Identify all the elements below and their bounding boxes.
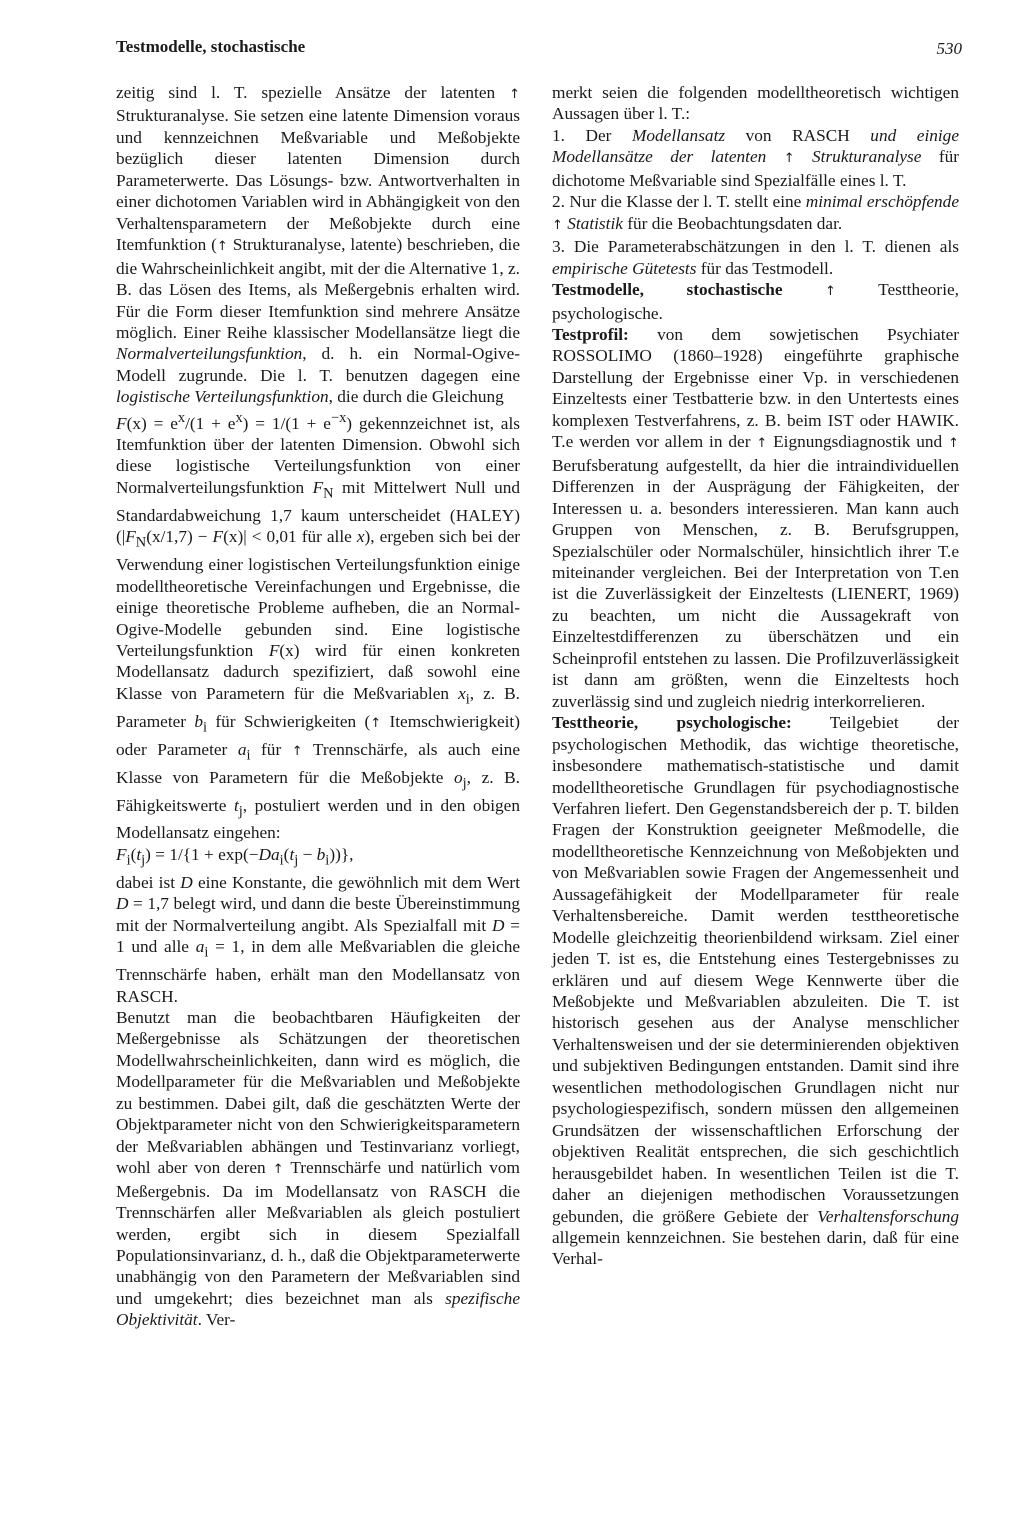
text-run: Normalverteilungsfunktion xyxy=(116,344,303,364)
text-run: −x xyxy=(330,409,347,426)
text-run: j xyxy=(294,852,299,869)
paragraph-latent-models xyxy=(116,82,520,408)
page-header xyxy=(116,37,962,61)
text-run: = 1, in dem alle Meßvariablen die gleiche Trennschärfe haben, erhält man den Modellansatz von RASCH. xyxy=(116,937,521,1006)
text-run: Itemschwierigkeit) oder Parameter xyxy=(116,711,520,759)
text-run: Trennschärfe und natürlich vom Meßergebnis. Da im Modellansatz von RASCH die Trennschärfen aller Meßvariablen als gleich postuliert werden, ergibt sich in diesem Spezialfall Populationsinvarianz, d. h., daß die Objektparameterwerte unabhängig von den Parametern der Meßvariablen sind und umgekehrt; dies bezeichnet man als xyxy=(116,1158,520,1308)
text-run: b xyxy=(316,844,326,864)
text-run: merkt seien die folgenden modelltheoretisch wichtigen Aussagen über l. T.: xyxy=(552,83,959,124)
text-run: (x/1,7) − xyxy=(146,527,213,547)
text-run: j xyxy=(462,775,467,792)
text-run: F xyxy=(125,527,136,547)
text-run: allgemein kennzeichnen. Sie bestehen darin, daß für eine Verhal- xyxy=(552,1228,959,1269)
text-run: Berufsberatung aufgestellt, da hier die intraindividuellen Differenzen in der Ausprägung der Fähigkeiten, der Interessen u. a. besonders interessieren. Man kann auch Gruppen von Menschen, z. B. Berufsgruppen, Spezialschüler oder Normalschüler, hinsichtlich ihrer T.e miteinander vergleichen. Bei der Interpretation von T.en ist die Zuverlässigkeit der Einzeltests (LIENERT, 1969) zu beachten, um nicht die Aussagekraft von Einzeltestdifferenzen zu überschätzen und ein Scheinprofil entstehen zu lassen. Die Profilzuverlässigkeit ist dann am größten, wenn die Einzeltests hoch zuverlässig sind und zugleich niedrig interkorrelieren. xyxy=(552,455,959,711)
text-run: mit Mittelwert Null und Standardabweichung 1,7 kaum unterscheidet (HALEY) (| xyxy=(116,477,520,547)
up-arrow-icon: ↑ xyxy=(783,151,795,167)
text-run: für das Testmodell. xyxy=(696,258,834,278)
text-run: Testmodelle, stochastische xyxy=(552,280,783,300)
text-run: 2. Nur die Klasse der l. T. stellt eine xyxy=(552,192,806,212)
text-run: ) gekennzeichnet ist, als Itemfunktion über der latenten Dimension. Obwohl sich diese logistische Verteilungsfunktion von einer Normalverteilungsfunktion xyxy=(116,413,520,497)
text-run: Eignungsdiagnostik und xyxy=(767,432,949,452)
text-run: , z. B. Fähigkeitswerte xyxy=(116,767,520,815)
text-run: , d. h. ein Normal-Ogive-Modell zugrunde. Die l. T. benutzen dagegen eine xyxy=(116,344,520,385)
text-run: F xyxy=(212,527,224,547)
text-run: Strukturanalyse. Sie setzen eine latente Dimension voraus und kennzeichnen Meßvariable und Meßobjekte bezüglich dieser latenten Dimension durch Parameterwerte. Das Lösungs- bzw. Antwortverhalten in einer dichotomen Variablen wird in Abhängigkeit von den Verhaltensparametern der Meßobjekte durch eine Itemfunktion ( xyxy=(116,106,520,255)
text-run: b xyxy=(194,711,204,731)
text-run: ( xyxy=(130,844,137,864)
text-run: , z. B. Parameter xyxy=(116,683,520,731)
paragraph-parameter-estimation xyxy=(116,1007,520,1331)
text-run: für dichotome Meßvariable sind Spezialfälle eines l. T. xyxy=(552,147,959,190)
text-run: N xyxy=(135,534,147,551)
text-run: t xyxy=(136,844,142,864)
text-run: t xyxy=(233,795,239,815)
text-run: Strukturanalyse, latente) beschrieben, die die Wahrscheinlichkeit angibt, mit der die Alternative 1, z. B. das Lösen des Items, als Meßergebnis erhalten wird. Für die Form dieser Itemfunktion sind mehrere Ansätze möglich. Einer Reihe klassischer Modellansätze liegt die xyxy=(116,235,520,342)
item-function-equation xyxy=(116,844,520,872)
entry-testmodelle-stochastische xyxy=(552,279,959,324)
text-run: i xyxy=(465,691,470,708)
up-arrow-icon: ↑ xyxy=(509,87,520,102)
text-run: (x)| < 0,01 für alle xyxy=(223,527,357,547)
text-run: F xyxy=(268,641,280,660)
text-run: Statistik xyxy=(567,213,623,233)
text-run: F xyxy=(116,413,127,433)
up-arrow-icon: ↑ xyxy=(756,436,768,452)
text-run: ))}, xyxy=(329,844,354,864)
text-run: j xyxy=(238,802,243,819)
statement-1 xyxy=(552,125,959,191)
text-run: Trennschärfe, als auch eine Klasse von Parametern für die Meßobjekte xyxy=(116,739,520,787)
text-run: Testtheorie, psychologische. xyxy=(552,280,959,323)
text-run: ( xyxy=(283,844,290,864)
text-run: eine Konstante, die gewöhnlich mit dem Wert xyxy=(192,872,520,892)
text-run: Benutzt man die beobachtbaren Häufigkeiten der Meßergebnisse als Schätzungen der theoretischen Modellwahrscheinlichkeiten, dann wird es möglich, die Modellparameter für die Meßvariablen und Meßobjekte zu bestimmen. Dabei gilt, daß die geschätzten Werte der Objektparameter nicht von den Schwierigkeitsparametern der Meßvariablen abhängen und Testinvarianz vorliegt, wohl aber von deren xyxy=(116,1007,520,1178)
text-run: für Schwierigkeiten ( xyxy=(207,711,371,731)
text-run: D xyxy=(180,872,193,892)
text-run xyxy=(783,280,826,299)
text-run: 3. Die Parameterabschätzungen in den l. T. dienen als xyxy=(552,237,959,257)
paragraph-rasch-special-case xyxy=(116,872,520,1007)
text-run: a xyxy=(195,937,205,957)
text-run: i xyxy=(203,719,208,736)
up-arrow-icon: ↑ xyxy=(370,715,382,731)
up-arrow-icon: ↑ xyxy=(291,743,303,759)
text-run: Testtheorie, psychologische: xyxy=(552,713,792,733)
text-run: Teilgebiet der psychologischen Methodik, das wichtige theoretische, insbesondere mathematisch-statistische und damit modelltheoretische Grundlagen für psychodiagnostische Verfahren liefert. Den Gegenstandsbereich der p. T. bilden Fragen der Konstruktion geeigneter Meßmodelle, die modelltheoretische Kennzeichnung von Meßobjekten und von Meßvariablen sowie Fragen der Angemessenheit und Aussagefähigkeit der Modellparameter für reale Verhaltensbereiche. Damit werden testtheoretische Modelle gleichzeitig theorienbildend wirksam. Ziel einer jeden T. ist es, die Entstehung eines Testergebnisses zu erklären und auf diesem Wege Kennwerte über die Meßobjekte und Meßvariablen abzuleiten. Die T. ist historisch gesehen aus der Analyse menschlicher Verhaltensweisen und der sie determinierenden objektiven und subjektiven Bedingungen entstanden. Damit sind ihre wesentlichen methodologischen Grundlagen nicht nur psychologiespezifisch, sondern müssen den allgemeinen Grundsätzen der wissenschaftlichen Erforschung der objektiven Realität entsprechen, die sich geschichtlich herausgebildet haben. In wesentlichen Teilen ist die T. daher an diejenigen methodischen Voraussetzungen gebunden, die größere Gebiete der xyxy=(552,713,959,1226)
text-column-right xyxy=(552,82,959,1270)
entry-testprofil xyxy=(552,324,959,712)
text-run: o xyxy=(454,767,463,787)
text-run: dabei ist xyxy=(116,872,181,892)
text-run: D xyxy=(116,894,129,914)
text-run: i xyxy=(279,852,284,869)
text-run xyxy=(766,147,783,166)
text-run: i xyxy=(204,944,209,961)
text-run: von dem sowjetischen Psychiater ROSSOLIMO (1860–1928) eingeführte graphische Darstellung der Ergebnisse einer Vp. in verschiedenen Einzeltests einer Testbatterie bzw. in den Untertests eines komplexen Testverfahrens, z. B. beim IST oder HAWIK. T.e werden vor allem in der xyxy=(552,324,959,452)
running-title: Testmodelle, stochastische xyxy=(116,37,306,56)
statement-2 xyxy=(552,191,959,236)
text-run: F xyxy=(116,844,127,864)
up-arrow-icon: ↑ xyxy=(825,284,836,300)
text-run: , die durch die Gleichung xyxy=(328,387,504,407)
text-run: /(1 + e xyxy=(185,413,236,433)
text-run: N xyxy=(323,485,334,502)
text-run: für die Beobachtungsdaten dar. xyxy=(622,213,843,233)
text-run: , postuliert werden und in den obigen Modellansatz eingehen: xyxy=(116,795,520,843)
text-run: x xyxy=(458,683,466,703)
text-run: F xyxy=(312,477,324,497)
text-run: i xyxy=(325,852,330,869)
text-run: x xyxy=(235,409,243,426)
text-run: = 1 und alle xyxy=(116,915,520,957)
text-run: (x) = e xyxy=(126,413,178,433)
text-run: ) = 1/{1 + exp(− xyxy=(145,844,259,864)
text-run: minimal erschöpfende xyxy=(805,192,959,212)
text-run xyxy=(795,147,812,166)
text-run: Strukturanalyse xyxy=(812,147,922,167)
up-arrow-icon: ↑ xyxy=(272,1162,284,1178)
statement-3 xyxy=(552,236,959,279)
text-run: für xyxy=(250,739,292,759)
text-run: und einige Modellansätze der latenten xyxy=(552,125,959,167)
text-run: − xyxy=(298,844,317,864)
text-run: Testprofil: xyxy=(552,324,629,344)
text-run: ), ergeben sich bei der Verwendung einer logistischen Verteilungsfunktion einige modelltheoretische Vereinfachungen und Ergebnisse, die einige theoretische Probleme aufheben, die an Normal-Ogive-Modelle gebunden sind. Eine logistische Verteilungsfunktion xyxy=(116,527,521,660)
text-run: 1. Der xyxy=(552,125,632,145)
entry-testtheorie-psychologische xyxy=(552,712,959,1270)
text-run: spezifische Objektivität xyxy=(116,1288,520,1330)
page-number: 530 xyxy=(936,39,962,58)
up-arrow-icon: ↑ xyxy=(948,436,959,452)
text-run: = 1,7 belegt wird, und dann die beste Übereinstimmung mit der Normalverteilung angibt. Als Spezialfall mit xyxy=(116,894,520,935)
text-run: logistische Verteilungsfunktion xyxy=(116,387,329,407)
paragraph-model-statements xyxy=(552,82,959,125)
text-run: i xyxy=(126,852,131,869)
text-run: x xyxy=(177,409,186,426)
text-run: zeitig sind l. T. spezielle Ansätze der latenten xyxy=(116,83,510,102)
text-run: von RASCH xyxy=(725,125,871,145)
text-run: (x) wird für einen konkreten Modellansatz dadurch spezifiziert, daß sowohl eine Klasse von Parametern für die Meßvariablen xyxy=(116,641,521,703)
text-run: ) = 1/(1 + e xyxy=(242,413,331,433)
text-run: t xyxy=(289,844,295,864)
text-run: Da xyxy=(258,844,280,864)
up-arrow-icon: ↑ xyxy=(552,217,563,233)
text-run: i xyxy=(246,747,251,764)
text-run: Verhaltensforschung xyxy=(817,1206,959,1226)
text-run: Modellansatz xyxy=(631,125,726,145)
up-arrow-icon: ↑ xyxy=(216,239,228,255)
paragraph-logistic-function xyxy=(116,408,520,844)
text-run: empirische Gütetests xyxy=(552,258,697,278)
text-run: a xyxy=(237,739,247,759)
text-run: . Ver- xyxy=(197,1310,236,1330)
text-run: x xyxy=(356,527,365,547)
text-run: D xyxy=(491,915,505,935)
text-column-left xyxy=(116,82,520,1331)
text-run: j xyxy=(141,852,146,869)
